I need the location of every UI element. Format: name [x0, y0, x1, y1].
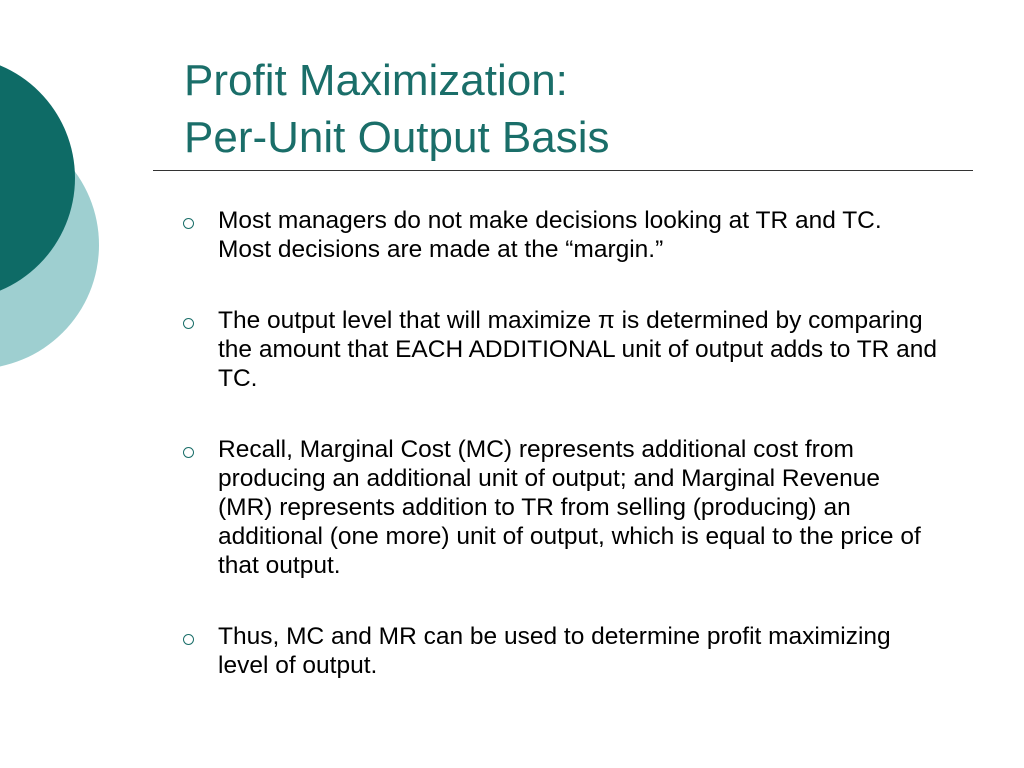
bullet-text: Recall, Marginal Cost (MC) represents additional cost from producing an additional unit of output; and Marginal Revenue (MR) represents addition to TR from selling (producing) an additional (one more) unit of output, which is equal to the price of that output.	[218, 436, 921, 579]
bullet-text: Most managers do not make decisions looking at TR and TC. Most decisions are made at the “margin.”	[218, 207, 882, 263]
slide-title	[184, 52, 610, 166]
slide-title-line-2: Per-Unit Output Basis	[184, 113, 610, 162]
slide-title-line-1: Profit Maximization:	[184, 56, 568, 105]
list-item	[183, 435, 943, 580]
bullet-text: The output level that will maximize π is determined by comparing the amount that EACH ADDITIONAL unit of output adds to TR and TC.	[218, 307, 938, 392]
bullet-list	[183, 206, 943, 722]
decorative-circles	[0, 0, 120, 420]
list-item	[183, 206, 943, 264]
hollow-circle-icon	[183, 218, 194, 229]
bullet-text: Thus, MC and MR can be used to determine profit maximizing level of output.	[218, 623, 891, 679]
hollow-circle-icon	[183, 318, 194, 329]
list-item	[183, 306, 943, 393]
title-divider	[153, 170, 973, 171]
hollow-circle-icon	[183, 634, 194, 645]
hollow-circle-icon	[183, 447, 194, 458]
list-item	[183, 622, 943, 680]
